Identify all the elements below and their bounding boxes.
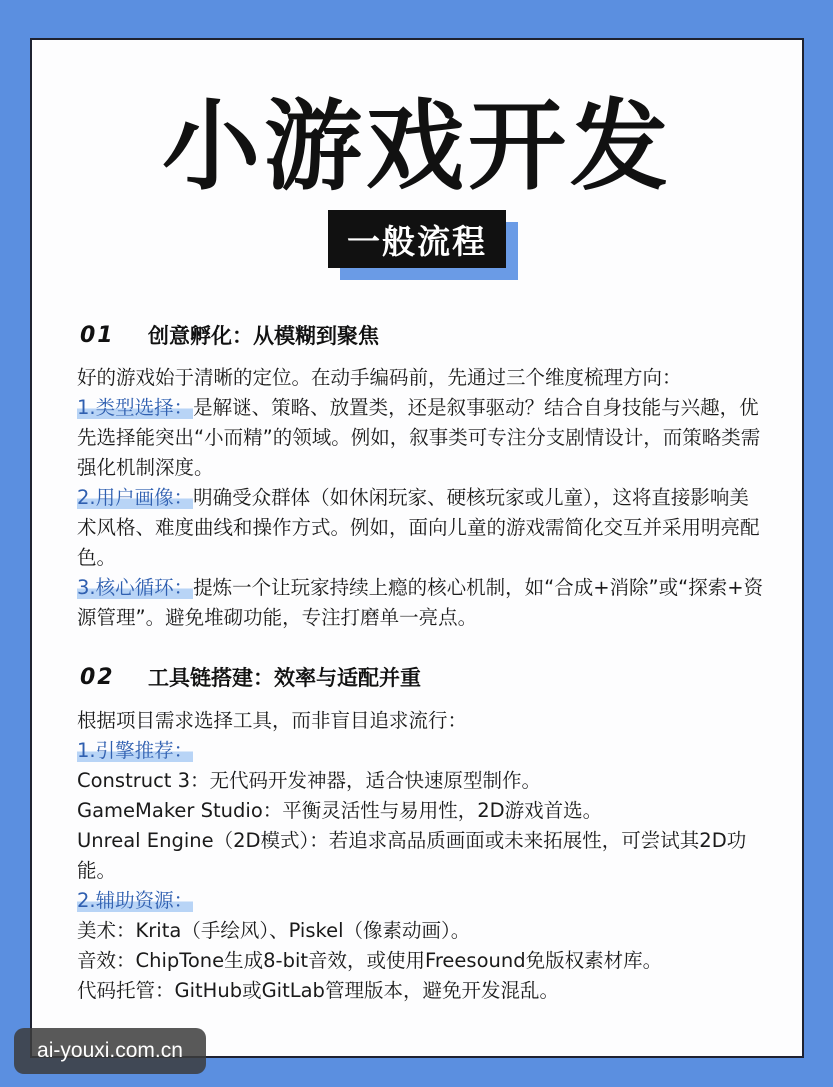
- group-label: 1.引擎推荐：: [77, 739, 194, 762]
- list-item: 代码托管：GitHub或GitLab管理版本，避免开发混乱。: [77, 979, 559, 1002]
- item-text: 明确受众群体（如休闲玩家、硬核玩家或儿童），这将直接影响美术风格、难度曲线和操作方式。例如，面向儿童的游戏需简化交互并采用明亮配色。: [77, 486, 760, 569]
- section-02-body: [77, 706, 767, 1006]
- watermark: ai-youxi.com.cn: [14, 1028, 206, 1074]
- section-intro: 好的游戏始于清晰的定位。在动手编码前，先通过三个维度梳理方向：: [77, 366, 682, 389]
- item-label: 3.核心循环：: [77, 576, 194, 599]
- list-item: GameMaker Studio：平衡灵活性与易用性，2D游戏首选。: [77, 799, 603, 822]
- content-card: [30, 38, 804, 1058]
- section-02-header: [80, 660, 427, 694]
- section-intro: 根据项目需求选择工具，而非盲目追求流行：: [77, 709, 468, 732]
- subtitle-badge: [328, 210, 506, 270]
- item-text: 提炼一个让玩家持续上瘾的核心机制，如“合成+消除”或“探索+资源管理”。避免堆砌功能，专注打磨单一亮点。: [77, 576, 764, 629]
- page-title: 小游戏开发: [161, 90, 672, 204]
- section-number: 01: [80, 322, 115, 348]
- item-label: 1.类型选择：: [77, 396, 194, 419]
- group-label: 2.辅助资源：: [77, 889, 194, 912]
- section-01-body: [77, 363, 767, 633]
- list-item: [77, 483, 767, 573]
- list-item: [77, 573, 767, 633]
- section-heading: 创意孵化：从模糊到聚焦: [142, 320, 385, 350]
- section-heading: 工具链搭建：效率与适配并重: [142, 662, 427, 692]
- list-item: Construct 3：无代码开发神器，适合快速原型制作。: [77, 769, 542, 792]
- section-number: 02: [80, 664, 115, 690]
- list-item: 音效：ChipTone生成8-bit音效，或使用Freesound免版权素材库。: [77, 949, 663, 972]
- section-01-header: [80, 318, 385, 352]
- list-item: 美术：Krita（手绘风）、Piskel（像素动画）。: [77, 919, 471, 942]
- list-item: [77, 393, 767, 483]
- subtitle: 一般流程: [328, 210, 506, 268]
- item-label: 2.用户画像：: [77, 486, 194, 509]
- item-text: 是解谜、策略、放置类，还是叙事驱动？结合自身技能与兴趣，优先选择能突出“小而精”的领域。例如，叙事类可专注分支剧情设计，而策略类需强化机制深度。: [77, 396, 761, 479]
- list-item: Unreal Engine（2D模式）：若追求高品质画面或未来拓展性，可尝试其2D功能。: [77, 829, 747, 882]
